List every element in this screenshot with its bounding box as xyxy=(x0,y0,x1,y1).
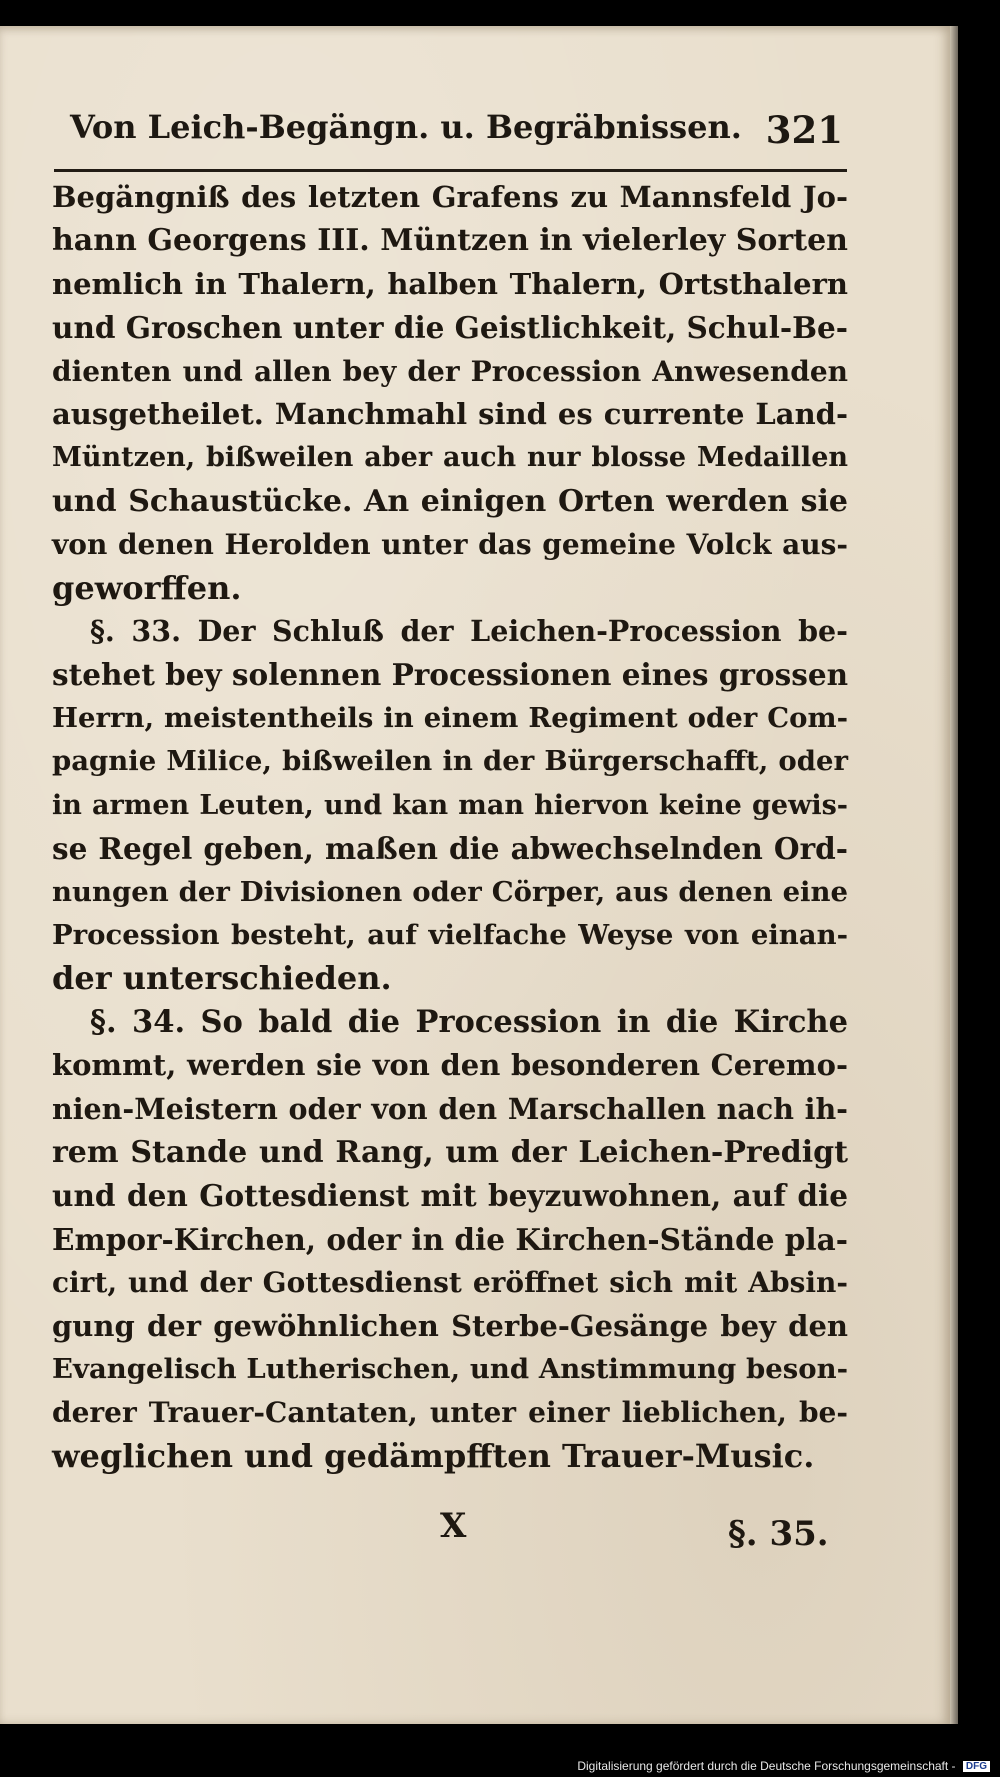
text-line: Müntzen, bißweilen aber auch nur blosse Medaillen xyxy=(52,442,848,474)
text-line: nien-Meistern oder von den Marschallen nach ih- xyxy=(52,1091,848,1126)
text-line: weglichen und gedämpfften Trauer-Music. xyxy=(52,1436,815,1475)
text-line: und den Gottesdienst mit beyzuwohnen, auf die xyxy=(52,1178,848,1214)
paragraph xyxy=(52,610,848,1001)
text-line: geworffen. xyxy=(52,568,242,607)
text-line: und Schaustücke. An einigen Orten werden sie xyxy=(52,483,848,519)
signature-mark: X xyxy=(440,1506,467,1546)
text-line: hann Georgens III. Müntzen in vielerley Sorten xyxy=(52,223,848,259)
text-line: kommt, werden sie von den besonderen Ceremo- xyxy=(52,1048,848,1083)
text-line: und Groschen unter die Geistlichkeit, Schul-Be- xyxy=(52,310,849,346)
text-line: dienten und allen bey der Procession Anwesenden xyxy=(52,354,848,388)
body-text xyxy=(52,176,848,1478)
text-line: se Regel geben, maßen die abwechselnden Ord- xyxy=(52,831,848,867)
text-line: Begängniß des letzten Grafens zu Mannsfeld Jo- xyxy=(52,180,848,214)
paragraph xyxy=(52,1001,848,1478)
text-line: stehet bey solennen Processionen eines grossen xyxy=(52,657,849,693)
text-line: Herrn, meistentheils in einem Regiment oder Com- xyxy=(52,701,848,734)
text-line: der unterschieden. xyxy=(52,959,392,998)
text-line: in armen Leuten, und kan man hiervon keine gewis- xyxy=(52,789,848,821)
text-line: nemlich in Thalern, halben Thalern, Ortsthalern xyxy=(52,266,848,301)
text-line: cirt, und der Gottesdienst eröffnet sich mit Absin- xyxy=(52,1266,848,1300)
text-line: Empor-Kirchen, oder in die Kirchen-Stände pla- xyxy=(52,1221,848,1257)
text-line: §. 34. So bald die Procession in die Kirche xyxy=(90,1003,848,1040)
text-line: derer Trauer-Cantaten, unter einer lieblichen, be- xyxy=(52,1396,848,1430)
running-title: Von Leich-Begängn. u. Begräbnissen. xyxy=(70,108,742,146)
dfg-logo: DFG xyxy=(963,1761,990,1772)
page-number: 321 xyxy=(765,108,843,152)
credit-text: Digitalisierung gefördert durch die Deutsche Forschungsgemeinschaft - xyxy=(577,1759,956,1773)
paragraph xyxy=(52,176,848,610)
header-rule xyxy=(54,169,847,172)
page-header xyxy=(52,80,847,152)
catchword: §. 35. xyxy=(728,1514,829,1554)
text-line: rem Stande und Rang, um der Leichen-Predigt xyxy=(52,1134,848,1170)
text-line: pagnie Milice, bißweilen in der Bürgerschafft, oder xyxy=(52,745,848,778)
page-foot xyxy=(0,1496,950,1554)
text-line: §. 33. Der Schluß der Leichen-Procession be- xyxy=(90,614,848,649)
text-line: nungen der Divisionen oder Cörper, aus denen eine xyxy=(52,875,848,908)
text-line: Evangelisch Lutherischen, und Anstimmung beson- xyxy=(52,1352,848,1385)
text-line: von denen Herolden unter das gemeine Volck aus- xyxy=(52,528,848,562)
text-line: Procession besteht, auf vielfache Weyse von einan- xyxy=(52,918,848,951)
digitization-credit xyxy=(577,1759,990,1773)
text-line: ausgetheilet. Manchmahl sind es currente Land- xyxy=(52,397,848,432)
page-edge xyxy=(950,26,958,1724)
text-line: gung der gewöhnlichen Sterbe-Gesänge bey den xyxy=(52,1308,848,1343)
book-page xyxy=(0,26,950,1724)
